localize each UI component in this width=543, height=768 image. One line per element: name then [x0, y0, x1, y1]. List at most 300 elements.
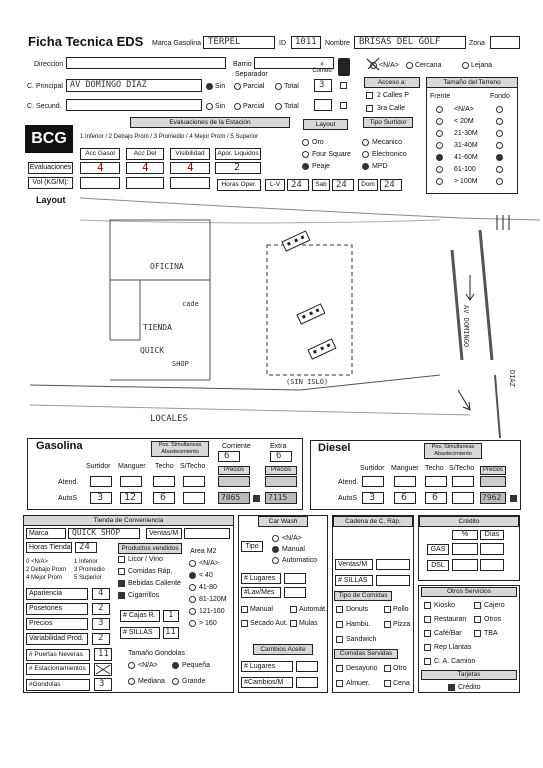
d-atend-4[interactable] — [452, 476, 474, 487]
servicio-check[interactable] — [474, 602, 481, 609]
servicio-check[interactable] — [424, 644, 431, 651]
c-principal-value: AV DOMINGO DIAZ — [70, 80, 147, 90]
dsl-label: DSL — [427, 560, 449, 571]
tienda-marca-field[interactable] — [68, 528, 140, 539]
terreno-header: Tamaño del Terreno — [426, 77, 518, 88]
product-check[interactable] — [118, 568, 125, 575]
gondola-mediana-label: Mediana — [138, 678, 165, 685]
tienda-scale-text: 5 Superior — [74, 575, 102, 581]
vol-cell-3[interactable] — [170, 177, 210, 189]
sketch-av-domingo: AV DOMINGO — [462, 305, 470, 348]
product-check[interactable] — [118, 592, 125, 599]
servicio-check[interactable] — [474, 616, 481, 623]
carwash-opt-label: Automatico — [282, 557, 318, 564]
terreno-fondo-radio[interactable] — [496, 178, 503, 185]
conteo-label: # Conteo — [312, 62, 332, 74]
conteo-field[interactable] — [314, 79, 332, 92]
visibilidad-value[interactable] — [170, 162, 210, 174]
d-autos-label: AutoS — [338, 495, 358, 502]
sketch-tienda: TIENDA — [143, 323, 172, 332]
terreno-option-label: > 100M — [454, 178, 478, 185]
terreno-frente-radio[interactable] — [436, 118, 443, 125]
otro-label: Otro — [393, 665, 407, 672]
terreno-frente-radio[interactable] — [436, 154, 443, 161]
credito-check[interactable] — [448, 684, 455, 691]
layout-option-label: Oro — [312, 139, 324, 146]
g-precio-2-val: 7115 — [268, 493, 288, 502]
d-manguer-label: Manguer — [391, 465, 419, 472]
gondola-na-radio[interactable] — [128, 662, 135, 669]
sketch-sin-islas: (SIN ISLO) — [286, 378, 329, 386]
g-precio-2[interactable] — [265, 492, 297, 504]
sketch-shop: SHOP — [172, 360, 189, 368]
g-precios-2: Precios — [265, 466, 297, 475]
comida-check[interactable] — [336, 636, 343, 643]
comida-label: Sandwich — [346, 636, 377, 643]
layout-option-radio[interactable] — [302, 151, 309, 158]
d-autos-techo[interactable] — [425, 492, 447, 504]
tercera-calle-label: 3ra Calle — [377, 105, 406, 112]
layout-section-label: Layout — [36, 195, 66, 205]
cajas-field[interactable] — [163, 610, 179, 622]
d-precio-val: 7962 — [482, 493, 502, 502]
g-autos-techo[interactable] — [153, 492, 175, 504]
servicio-label: Kiosko — [434, 602, 456, 609]
servicio-check[interactable] — [424, 630, 431, 637]
ca-lugares-field[interactable] — [296, 661, 318, 672]
comida-check[interactable] — [336, 621, 343, 628]
g-atend-p1[interactable] — [218, 476, 250, 487]
page-title: Ficha Tecnica EDS — [28, 34, 144, 49]
cw-automat-check[interactable] — [290, 606, 297, 613]
area-radio[interactable] — [189, 620, 196, 627]
evaluaciones-row-label: Evaluaciones — [28, 162, 73, 174]
nombre-value: BRISAS DEL GOLF — [359, 37, 441, 47]
apor-liquidos-num: 2 — [234, 162, 241, 173]
d-surtidor-label: Surtidor — [360, 465, 385, 472]
terreno-frente-radio[interactable] — [436, 106, 443, 113]
d-autos-stecho[interactable] — [452, 492, 474, 504]
tienda-scale-text: 1 Inferior — [74, 559, 98, 565]
cena-check[interactable] — [384, 680, 391, 687]
servicio-label: TBA — [484, 630, 498, 637]
cw-manual-check[interactable] — [241, 606, 248, 613]
g-autos-mang-val: 12 — [124, 492, 137, 503]
gondola-grande-radio[interactable] — [172, 678, 179, 685]
cena-label: Cena — [393, 680, 410, 687]
g-surtidor-label: Surtidor — [86, 463, 111, 470]
layout-header: Layout — [303, 119, 348, 130]
sillas-field[interactable] — [163, 627, 179, 639]
servicio-check[interactable] — [424, 602, 431, 609]
area-label: Area M2 — [190, 548, 217, 555]
servicio-label: Restauran — [434, 616, 467, 623]
direccion-field[interactable] — [66, 57, 226, 69]
sin-label: Sin — [215, 83, 226, 90]
acc-del-num: 4 — [142, 161, 149, 174]
cercana-radio[interactable] — [406, 62, 413, 69]
ca-cambios-field[interactable] — [296, 677, 318, 688]
neveras-label: # Puertas Neveras — [26, 649, 90, 661]
tienda-row-label: Variabilidad Prod. — [26, 633, 88, 645]
c-principal-field[interactable] — [66, 79, 202, 92]
acc-gasol-value[interactable] — [80, 162, 120, 174]
gasolina-title: Gasolina — [36, 440, 83, 452]
layout-option-radio[interactable] — [302, 163, 309, 170]
sillas-value: 11 — [165, 627, 176, 637]
parcial2-label: Parcial — [243, 103, 265, 110]
horas-tienda-label: Horas Tienda — [26, 542, 72, 553]
d-atend-1[interactable] — [362, 476, 384, 487]
ca-lugares-label: # Lugares — [241, 661, 293, 672]
comida-label: Pizza — [393, 621, 411, 628]
visibilidad-header: Visibilidad — [170, 148, 210, 160]
direccion-label: Direccion — [34, 61, 64, 68]
c-secund-field[interactable] — [66, 99, 202, 111]
tienda-row-field[interactable] — [92, 618, 110, 630]
surtidor-option-label: Electronico — [372, 151, 407, 158]
conteo-value: 3 — [319, 80, 325, 90]
c-secund-label: C. Secund. — [27, 103, 62, 110]
tercera-calle-check[interactable] — [366, 105, 373, 112]
g-autos-surt[interactable] — [90, 492, 112, 504]
total-radio[interactable] — [275, 83, 282, 90]
desayuno-label: Desayuno — [346, 665, 378, 672]
otro-check[interactable] — [384, 665, 391, 672]
dom-label: Dom — [358, 179, 378, 191]
g-atend-3[interactable] — [153, 476, 175, 487]
tienda-ventas-field[interactable] — [184, 528, 230, 539]
comida-check[interactable] — [384, 621, 391, 628]
id-field[interactable] — [291, 36, 321, 49]
terreno-frente-radio[interactable] — [436, 178, 443, 185]
tipo-comidas-header: Tipo de Comidas — [334, 591, 392, 601]
g-atend-4[interactable] — [183, 476, 205, 487]
apor-liquidos-header: Apor. Liquidos — [215, 148, 261, 160]
diesel-title: Diesel — [318, 442, 351, 454]
terreno-fondo-radio[interactable] — [496, 166, 503, 173]
d-precios: Precios — [480, 466, 506, 475]
gondolas-field[interactable] — [94, 678, 112, 691]
g-autos-techo-val: 6 — [160, 492, 167, 503]
d-autos-techo-val: 6 — [432, 492, 439, 503]
tienda-row-value: 2 — [98, 603, 104, 613]
g-autos-mang[interactable] — [120, 492, 142, 504]
tienda-row-value: 2 — [98, 633, 104, 643]
gondola-pequena-radio[interactable] — [172, 662, 179, 669]
layout-option-label: Four Square — [312, 151, 351, 158]
cajas-value: 1 — [168, 610, 174, 620]
neveras-field[interactable] — [94, 648, 112, 661]
cadena-sillas-field[interactable] — [376, 575, 410, 586]
carwash-tipo-label: Tipo — [241, 541, 263, 552]
sketch-oficina: OFICINA — [150, 262, 184, 271]
cadena-sillas-label: # SILLAS — [335, 575, 373, 586]
total-label: Total — [284, 83, 299, 90]
servicio-check[interactable] — [474, 630, 481, 637]
surtidor-option-label: MPD — [372, 163, 388, 170]
tienda-marca-value: QUICK SHOP — [72, 528, 121, 537]
product-label: Licor / Vino — [128, 556, 163, 563]
cw-manual-label: Manual — [250, 606, 273, 613]
tienda-row-value: 3 — [98, 618, 104, 628]
desayuno-check[interactable] — [336, 665, 343, 672]
almuer-check[interactable] — [336, 680, 343, 687]
sillas-label: # SILLAS — [120, 627, 160, 639]
area-label-opt: 81-120M — [199, 596, 227, 603]
terreno-option-label: < 20M — [454, 118, 474, 125]
area-label-opt: 41-80 — [199, 584, 217, 591]
area-radio[interactable] — [189, 596, 196, 603]
calles-p-label: 2 Calles P — [377, 92, 409, 99]
surtidor-header: Tipo Surtidor — [363, 117, 413, 128]
vol-cell-1[interactable] — [80, 177, 120, 189]
cw-mulas-check[interactable] — [290, 620, 297, 627]
g-atend-2[interactable] — [120, 476, 142, 487]
apor-liquidos-value[interactable] — [215, 162, 261, 174]
cw-lav-field[interactable] — [284, 587, 306, 598]
sketch-cade: cade — [182, 300, 199, 308]
terreno-option-label: 61-100 — [454, 166, 476, 173]
d-atend-2[interactable] — [394, 476, 416, 487]
diesel-pos-sim: Pos. Simultaneas Abastecimiento — [424, 443, 482, 459]
marca-value: TERPEL — [208, 37, 241, 47]
terreno-option-label: 21-30M — [454, 130, 478, 137]
layout-option-label: Peaje — [312, 163, 330, 170]
secund-box[interactable] — [314, 99, 332, 111]
nombre-field[interactable] — [354, 36, 466, 49]
terreno-option-label: 41-60M — [454, 154, 478, 161]
separador-label: Separador — [235, 71, 268, 78]
carwash-opt-label: <N/A> — [282, 535, 302, 542]
acc-gasol-num: 4 — [97, 161, 104, 174]
g-precios-1: Precios — [218, 466, 250, 475]
servicio-label: C. A. Camion — [434, 658, 476, 665]
cross-mark-icon — [95, 664, 111, 675]
d-stecho-label: S/Techo — [449, 465, 475, 472]
area-radio[interactable] — [189, 572, 196, 579]
cw-lav-label: #Lav/Mes — [241, 587, 281, 598]
carwash-header: Car Wash — [258, 516, 308, 527]
tienda-row-field[interactable] — [92, 633, 110, 645]
gondola-mediana-radio[interactable] — [128, 678, 135, 685]
lv-label: L-V — [265, 179, 285, 191]
carwash-radio[interactable] — [272, 557, 279, 564]
carwash-radio[interactable] — [272, 546, 279, 553]
cambios-aceite-header: Cambios Aceite — [253, 644, 313, 655]
cw-lugares-field[interactable] — [284, 573, 306, 584]
g-manguer-label: Manguer — [118, 463, 146, 470]
dias-header: Días — [480, 530, 504, 540]
almuer-label: Almuer. — [346, 680, 370, 687]
sin-radio[interactable] — [206, 83, 213, 90]
g-atend-1[interactable] — [90, 476, 112, 487]
d-precio[interactable] — [480, 492, 506, 504]
vol-label: Vol (KG/M): — [28, 177, 73, 189]
secund-check[interactable] — [340, 102, 347, 109]
fondo-label: Fondo — [490, 93, 510, 100]
otros-servicios-header: Otros Servicios — [421, 587, 517, 597]
corriente-value: 6 — [224, 451, 230, 461]
ca-cambios-label: #Cambios/M — [241, 677, 293, 688]
cadena-ventas-label: Ventas/M — [335, 559, 373, 570]
tienda-row-label: Posetones — [26, 603, 88, 615]
terreno-fondo-radio[interactable] — [496, 154, 503, 161]
comida-label: Hambu. — [346, 621, 371, 628]
gondolas-label: #Gondolas — [26, 679, 90, 691]
terreno-fondo-radio[interactable] — [496, 130, 503, 137]
terreno-frente-radio[interactable] — [436, 130, 443, 137]
zona-field[interactable] — [490, 36, 520, 49]
lejana-label: Lejana — [471, 62, 493, 69]
product-check[interactable] — [118, 580, 125, 587]
sab-label: Sab — [312, 179, 330, 191]
cw-secado-check[interactable] — [241, 620, 248, 627]
servicio-check[interactable] — [424, 658, 431, 665]
d-precio-check[interactable] — [510, 495, 517, 502]
tienda-row-label: Precios — [26, 618, 88, 630]
terreno-frente-radio[interactable] — [436, 166, 443, 173]
comida-check[interactable] — [336, 606, 343, 613]
tam-gondolas-label: Tamaño Gondolas — [128, 650, 185, 657]
tienda-header: Tienda de Conveniencia — [23, 515, 234, 526]
vol-cell-2[interactable] — [126, 177, 164, 189]
zona-label: Zona — [469, 40, 485, 47]
g-stecho-label: S/Techo — [180, 463, 206, 470]
dom-value: 24 — [384, 180, 395, 190]
sketch-locales: LOCALES — [150, 414, 188, 424]
traffic-light-icon — [338, 58, 350, 76]
servicio-label: Rep Llantas — [434, 644, 472, 651]
total2-label: Total — [284, 103, 299, 110]
d-atend-3[interactable] — [425, 476, 447, 487]
tienda-scale-text: 4 Mejor Prom — [26, 575, 63, 581]
area-radio[interactable] — [189, 560, 196, 567]
terreno-fondo-radio[interactable] — [496, 142, 503, 149]
terreno-frente-radio[interactable] — [436, 142, 443, 149]
sab-value: 24 — [336, 180, 347, 190]
comidas-servidas-header: Comidas Servidas — [334, 649, 398, 659]
g-precio-1-val: 7065 — [221, 493, 241, 502]
nombre-label: Nombre — [325, 40, 350, 47]
terreno-option-label: <N/A> — [454, 106, 474, 113]
marca-field[interactable] — [203, 36, 275, 49]
d-autos-surt[interactable] — [362, 492, 384, 504]
cercana-label: Cercana — [415, 62, 442, 69]
servicio-label: Café/Bar — [434, 630, 462, 637]
d-atend-p[interactable] — [480, 476, 506, 487]
gondola-na-label: <N/A> — [138, 662, 158, 669]
gondolas-value: 3 — [99, 679, 105, 689]
corriente-label: Corriente — [222, 443, 251, 450]
tienda-marca-label: Marca — [26, 528, 66, 539]
cw-automat-label: Automát. — [299, 606, 328, 613]
estacionamientos-label: # Estacionamientos — [26, 663, 90, 675]
dsl-pct[interactable] — [452, 559, 478, 571]
d-autos-mang[interactable] — [394, 492, 416, 504]
comida-label: Donuts — [346, 606, 369, 613]
credito-label: Crédito — [458, 684, 481, 691]
tienda-row-value: 4 — [98, 588, 104, 598]
lejana-radio[interactable] — [462, 62, 469, 69]
tienda-scale-text: 2 Debajo Prom — [26, 567, 67, 573]
c-principal-label: C. Principal — [27, 83, 63, 90]
g-atend-p2[interactable] — [265, 476, 297, 487]
area-radio[interactable] — [189, 584, 196, 591]
parcial-label: Parcial — [243, 83, 265, 90]
scale-text: 1 Inferior / 2 Debajo Prom / 3 Promedio / 4 Mejor Prom / 5 Superior — [80, 134, 259, 140]
tienda-row-field[interactable] — [92, 603, 110, 615]
evaluaciones-header: Evaluaciones de la Estación — [130, 117, 290, 128]
cajas-label: # Cajas R. — [120, 610, 160, 622]
horas-tienda-field[interactable] — [75, 542, 97, 553]
horas-label: Horas Oper. — [217, 179, 261, 191]
barrio-label: Barrio — [233, 61, 252, 68]
surtidor-option-radio[interactable] — [362, 139, 369, 146]
servicio-label: Cajero — [484, 602, 505, 609]
lv-value: 24 — [291, 180, 302, 190]
carwash-opt-label: Manual — [282, 546, 305, 553]
id-value: 1011 — [295, 37, 317, 47]
productos-header: Productos vendidos — [118, 543, 182, 554]
cadena-ventas-field[interactable] — [376, 559, 410, 570]
layout-option-radio[interactable] — [302, 139, 309, 146]
dsl-dias[interactable] — [480, 559, 504, 571]
comida-check[interactable] — [384, 606, 391, 613]
visibilidad-num: 4 — [187, 161, 194, 174]
surtidor-option-radio[interactable] — [362, 163, 369, 170]
area-label-opt: < 40 — [199, 572, 213, 579]
sin2-radio[interactable] — [206, 103, 213, 110]
total2-radio[interactable] — [275, 103, 282, 110]
marca-label: Marca Gasolina — [152, 40, 202, 47]
d-techo-label: Techo — [425, 465, 444, 472]
acc-del-value[interactable] — [126, 162, 164, 174]
tienda-row-field[interactable] — [92, 588, 110, 600]
corriente-field[interactable] — [218, 451, 240, 462]
extra-field[interactable] — [270, 451, 292, 462]
product-label: Comidas Ráp. — [128, 568, 173, 575]
estacionamientos-field[interactable] — [94, 663, 112, 676]
area-label-opt: > 160 — [199, 620, 217, 627]
terreno-fondo-radio[interactable] — [496, 106, 503, 113]
gas-dias[interactable] — [480, 543, 504, 555]
product-check[interactable] — [118, 556, 125, 563]
calles-p-check[interactable] — [366, 92, 373, 99]
acc-gasol-header: Acc Gasol — [80, 148, 120, 160]
d-atend-label: Atend. — [338, 479, 359, 486]
terreno-fondo-radio[interactable] — [496, 118, 503, 125]
g-precio-1[interactable] — [218, 492, 250, 504]
parcial-radio[interactable] — [234, 83, 241, 90]
g-autos-stecho[interactable] — [183, 492, 205, 504]
cw-mulas-label: Mulas — [299, 620, 318, 627]
acc-del-header: Acc Del — [126, 148, 164, 160]
gas-pct[interactable] — [452, 543, 478, 555]
bcg-logo: BCG — [25, 125, 73, 153]
surtidor-option-radio[interactable] — [362, 151, 369, 158]
g-atend-label: Atend. — [58, 479, 79, 486]
conteo-check[interactable] — [340, 82, 347, 89]
extra-label: Extra — [270, 443, 287, 450]
parcial2-radio[interactable] — [234, 103, 241, 110]
g-precio-1-check[interactable] — [253, 495, 260, 502]
product-label: Cigarrillos — [128, 592, 160, 599]
servicio-check[interactable] — [424, 616, 431, 623]
gondola-pequena-label: Pequeña — [182, 662, 211, 669]
carwash-radio[interactable] — [272, 535, 279, 542]
area-radio[interactable] — [189, 608, 196, 615]
